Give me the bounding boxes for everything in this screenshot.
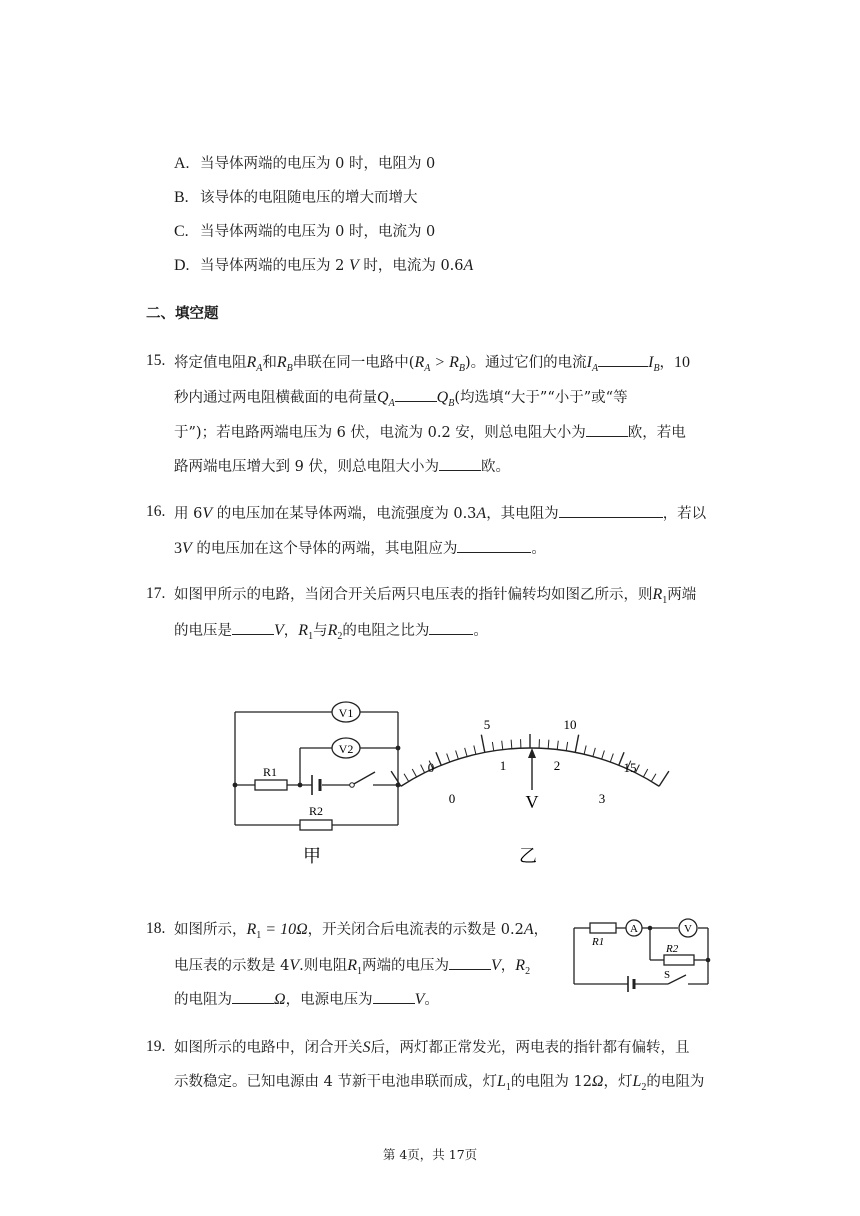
dial-top-tick-0: 0: [427, 760, 435, 775]
dial-tick: [502, 741, 503, 750]
resistor-r1-label: R1: [262, 765, 278, 779]
option-a: A. 当导体两端的电压为 0 时，电阻为 0: [174, 155, 436, 172]
dial-pointer-arrow: [528, 748, 536, 758]
dial-bottom-tick-3: 3: [598, 791, 606, 806]
answer-blank[interactable]: [449, 955, 491, 970]
option-c: C. 当导体两端的电压为 0 时，电流为 0: [174, 223, 436, 240]
ammeter-label: A: [630, 923, 638, 935]
question-line: 将定值电阻$R_A$和$R_B$串联在同一电路中$(R_A > R_B)$。通过它们的电流$I_A$ $I_B$，10: [174, 354, 691, 375]
dial-bottom-tick-0: 0: [448, 791, 456, 806]
question-number: 17.: [146, 585, 166, 602]
question-line: 如图甲所示的电路，当闭合开关后两只电压表的指针偏转均如图乙所示，则$R_1$两端: [174, 586, 697, 607]
question-number: 19.: [146, 1038, 166, 1055]
dial-tick: [557, 741, 558, 750]
question-line: 用 6V 的电压加在某导体两端，电流强度为 0.3A，其电阻为 ，若以: [174, 505, 707, 522]
dial-tick: [584, 745, 586, 754]
dial-tick: [465, 748, 467, 757]
figure-label-jia: 甲: [303, 846, 321, 867]
dial-tick: [456, 751, 459, 760]
dial-tick: [548, 740, 549, 749]
dial-tick: [651, 774, 656, 782]
dial-unit-label: V: [525, 792, 539, 812]
section-title: 二、填空题: [146, 306, 219, 322]
figure-18-circuit: [568, 912, 718, 997]
question-line: 秒内通过两电阻横截面的电荷量$Q_A$ $Q_B$(均选填“大于”“小于”或“等: [174, 389, 628, 410]
question-line: 电压表的示数是 4V.则电阻$R_1$两端的电压为 V，$R_2$: [174, 957, 531, 978]
voltmeter-v2-label: V2: [338, 742, 354, 756]
dial-tick: [436, 752, 441, 765]
resistor-r2-label: R2: [666, 943, 679, 955]
question-line: 3V 的电压加在这个导体的两端，其电阻应为 。: [174, 540, 546, 557]
dial-tick: [593, 748, 595, 757]
dial-top-tick-5: 5: [483, 717, 491, 732]
option-b: B. 该导体的电阻随电压的增大而增大: [174, 189, 418, 206]
answer-blank[interactable]: [232, 989, 274, 1004]
switch-label: S: [664, 969, 671, 981]
voltmeter-v1-label: V1: [338, 706, 354, 720]
dial-tick: [447, 754, 450, 762]
question-number: 18.: [146, 920, 166, 937]
question-line: 如图所示，$R_1 = 10\Omega$，开关闭合后电流表的示数是 0.2A，: [174, 921, 549, 942]
question-number: 16.: [146, 503, 166, 520]
switch-contact: [350, 783, 355, 788]
dial-bottom-tick-1: 1: [499, 758, 507, 773]
dial-tick: [492, 742, 493, 751]
question-number: 15.: [146, 352, 166, 369]
dial-tick: [659, 771, 669, 786]
option-d: D. 当导体两端的电压为 2 V 时，电流为 0.6A: [174, 257, 474, 274]
question-line: 的电压是 V，$R_1$与$R_2$的电阻之比为 。: [174, 622, 488, 643]
dial-top-tick-15: 15: [623, 760, 637, 775]
question-line: 的电阻为 Ω，电源电压为 V。: [174, 991, 439, 1008]
voltmeter-label: V: [684, 923, 692, 935]
question-line: 路两端电压增大到 9 伏，则总电阻大小为 欧。: [174, 456, 510, 477]
question-line: 于”)；若电路两端电压为 6 伏，电流为 0.2 安，则总电阻大小为 欧，若电: [174, 422, 686, 443]
circuit-nodes: [233, 746, 401, 788]
resistor-r2-label: R2: [308, 804, 324, 818]
dial-bottom-tick-2: 2: [553, 758, 561, 773]
dial-tick: [610, 754, 613, 762]
dial-tick: [481, 735, 484, 753]
dial-tick: [643, 769, 647, 777]
page-footer: 第 4页，共 17页: [382, 1147, 478, 1162]
dial-tick: [421, 765, 425, 773]
resistor-r1-label: R1: [592, 936, 605, 948]
figure-label-yi: 乙: [519, 846, 537, 867]
answer-blank[interactable]: [373, 989, 415, 1004]
dial-tick: [404, 774, 409, 782]
dial-tick: [412, 769, 416, 777]
dial-tick: [511, 740, 512, 749]
dial-tick: [474, 745, 476, 754]
dial-tick: [602, 751, 605, 760]
question-line: 如图所示的电路中，闭合开关S后，两灯都正常发光，两电表的指针都有偏转，且: [174, 1039, 690, 1056]
question-line: 示数稳定。已知电源由 4 节新干电池串联而成，灯$L_1$的电阻为 12Ω，灯$L_2$的电阻为: [174, 1073, 705, 1094]
dial-tick: [575, 735, 578, 753]
dial-tick: [566, 742, 567, 751]
dial-top-tick-10: 10: [563, 717, 577, 732]
